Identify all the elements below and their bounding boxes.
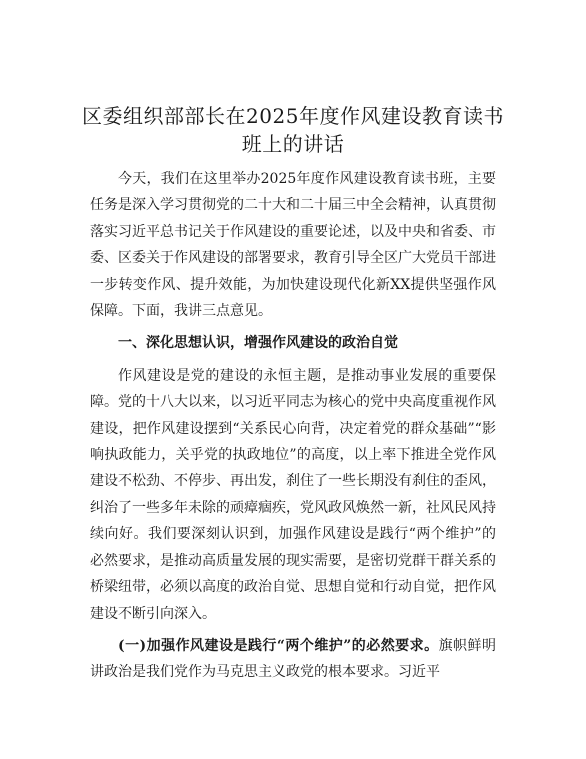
document-body [90,166,496,692]
intro-paragraph: 今天，我们在这里举办2025年度作风建设教育读书班，主要任务是深入学习贯彻党的二十大和二十届三中全会精神，认真贯彻落实习近平总书记关于作风建设的重要论述，以及中央和省委、市委、区委关于作风建设的部署要求，教育引导全区广大党员干部进一步转变作风、提升效能，为加快建设现代化新XX提供坚强作风保障。下面，我讲三点意见。 [90,171,496,320]
section-1-paragraph: 作风建设是党的建设的永恒主题，是推动事业发展的重要保障。党的十八大以来，以习近平同志为核心的党中央高度重视作风建设，把作风建设摆到“关系民心向背，决定着党的群众基础”“影响执政能力，关乎党的执政地位”的高度，以上率下推进全党作风建设不松劲、不停步、再出发，刹住了一些长期没有刹住的歪风，纠治了一些多年未除的顽瘴痼疾，党风政风焕然一新，社风民风持续向好。我们要深刻认识到，加强作风建设是践行“两个维护”的必然要求，是推动高质量发展的现实需要，是密切党群干群关系的桥梁纽带，必须以高度的政治自觉、思想自觉和行动自觉，把作风建设不断引向深入。 [90,367,496,622]
section-heading-1: 一、深化思想认识，增强作风建设的政治自觉 [118,335,398,352]
document-title: 区委组织部部长在2025年度作风建设教育读书班上的讲话 [82,104,504,156]
subsection-1-paragraph [90,633,496,686]
subsection-1-lead: (一)加强作风建设是践行“两个维护”的必然要求。 [118,637,439,654]
subsection-1-text: 旗帜鲜明讲政治是我们党作为马克思主义政党的根本要求。习近平 [90,637,496,681]
